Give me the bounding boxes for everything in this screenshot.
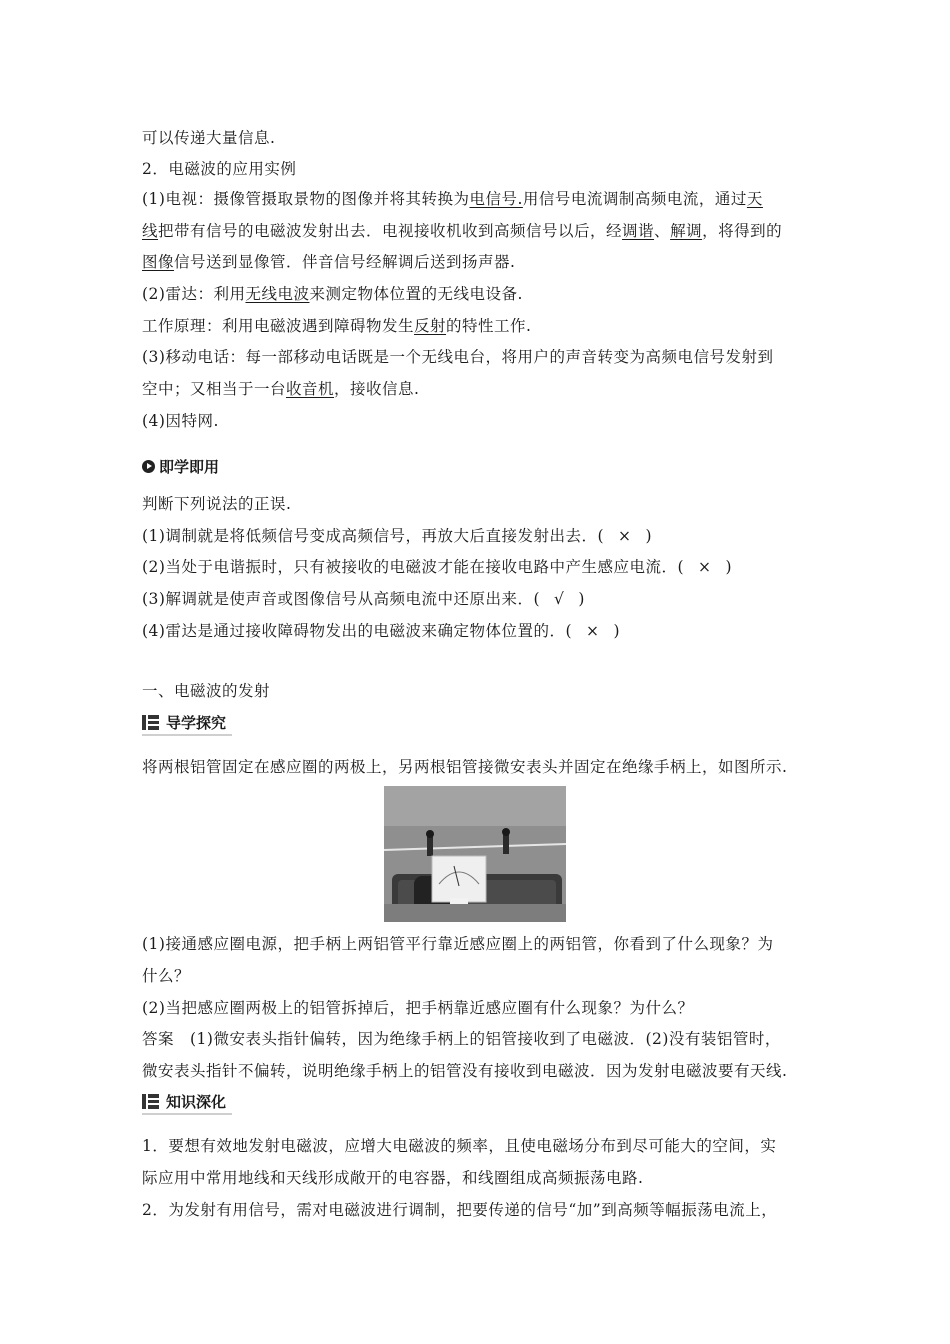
explore-heading: 导学探究	[142, 712, 226, 733]
knowledge-line: 际应用中常用地线和天线形成敞开的电容器，和线圈组成高频振荡电路.	[142, 1169, 644, 1187]
mobile-line-2: 空中；又相当于一台收音机，接收信息.	[142, 380, 420, 398]
deepen-heading: 知识深化	[142, 1091, 226, 1112]
judge-item: (4)雷达是通过接收障碍物发出的电磁波来确定物体位置的．( × )	[142, 622, 621, 640]
question-line: 什么？	[142, 967, 191, 985]
part-heading: 一、电磁波的发射	[142, 682, 271, 700]
answer-line: 答案 (1)微安表头指针偏转，因为绝缘手柄上的铝管接收到了电磁波．(2)没有装铝管时，	[142, 1030, 781, 1048]
subsection-heading: 2．电磁波的应用实例	[142, 160, 297, 178]
heading-underline	[142, 734, 232, 736]
tv-line-2: 线把带有信号的电磁波发射出去．电视接收机收到高频信号以后，经调谐、解调，将得到的	[142, 222, 783, 240]
paragraph-text: 可以传递大量信息.	[142, 129, 276, 147]
judge-intro: 判断下列说法的正误.	[142, 495, 292, 513]
play-icon	[142, 460, 155, 473]
mobile-line-1: (3)移动电话：每一部移动电话既是一个无线电台，将用户的声音转变为高频电信号发射到	[142, 348, 774, 366]
work-principle-line: 工作原理：利用电磁波遇到障碍物发生反射的特性工作.	[142, 317, 532, 335]
judge-item: (1)调制就是将低频信号变成高频信号，再放大后直接发射出去．( × )	[142, 527, 653, 545]
explore-intro: 将两根铝管固定在感应圈的两极上，另两根铝管接微安表头并固定在绝缘手柄上，如图所示.	[142, 758, 788, 776]
answer-line: 微安表头指针不偏转，说明绝缘手柄上的铝管没有接收到电磁波．因为发射电磁波要有天线.	[142, 1062, 788, 1080]
tv-line-3: 图像信号送到显像管．伴音信号经解调后送到扬声器.	[142, 253, 516, 271]
section-block-icon	[142, 715, 159, 730]
practice-heading: 即学即用	[142, 456, 219, 477]
judge-item: (3)解调就是使声音或图像信号从高频电流中还原出来．( √ )	[142, 590, 585, 608]
heading-underline	[142, 1113, 232, 1115]
knowledge-line: 2．为发射有用信号，需对电磁波进行调制，把要传递的信号“加”到高频等幅振荡电流上，	[142, 1201, 778, 1219]
judge-item: (2)当处于电谐振时，只有被接收的电磁波才能在接收电路中产生感应电流．( × )	[142, 558, 733, 576]
radar-line: (2)雷达：利用无线电波来测定物体位置的无线电设备.	[142, 285, 523, 303]
internet-line: (4)因特网.	[142, 412, 219, 430]
knowledge-line: 1．要想有效地发射电磁波，应增大电磁波的频率，且使电磁场分布到尽可能大的空间，实	[142, 1137, 777, 1155]
experiment-photo	[384, 786, 566, 922]
section-block-icon	[142, 1094, 159, 1109]
question-line: (1)接通感应圈电源，把手柄上两铝管平行靠近感应圈上的两铝管，你看到了什么现象？为	[142, 935, 774, 953]
question-line: (2)当把感应圈两极上的铝管拆掉后，把手柄靠近感应圈有什么现象？为什么？	[142, 999, 694, 1017]
tv-line-1: (1)电视：摄像管摄取景物的图像并将其转换为电信号.用信号电流调制高频电流，通过天	[142, 190, 763, 208]
